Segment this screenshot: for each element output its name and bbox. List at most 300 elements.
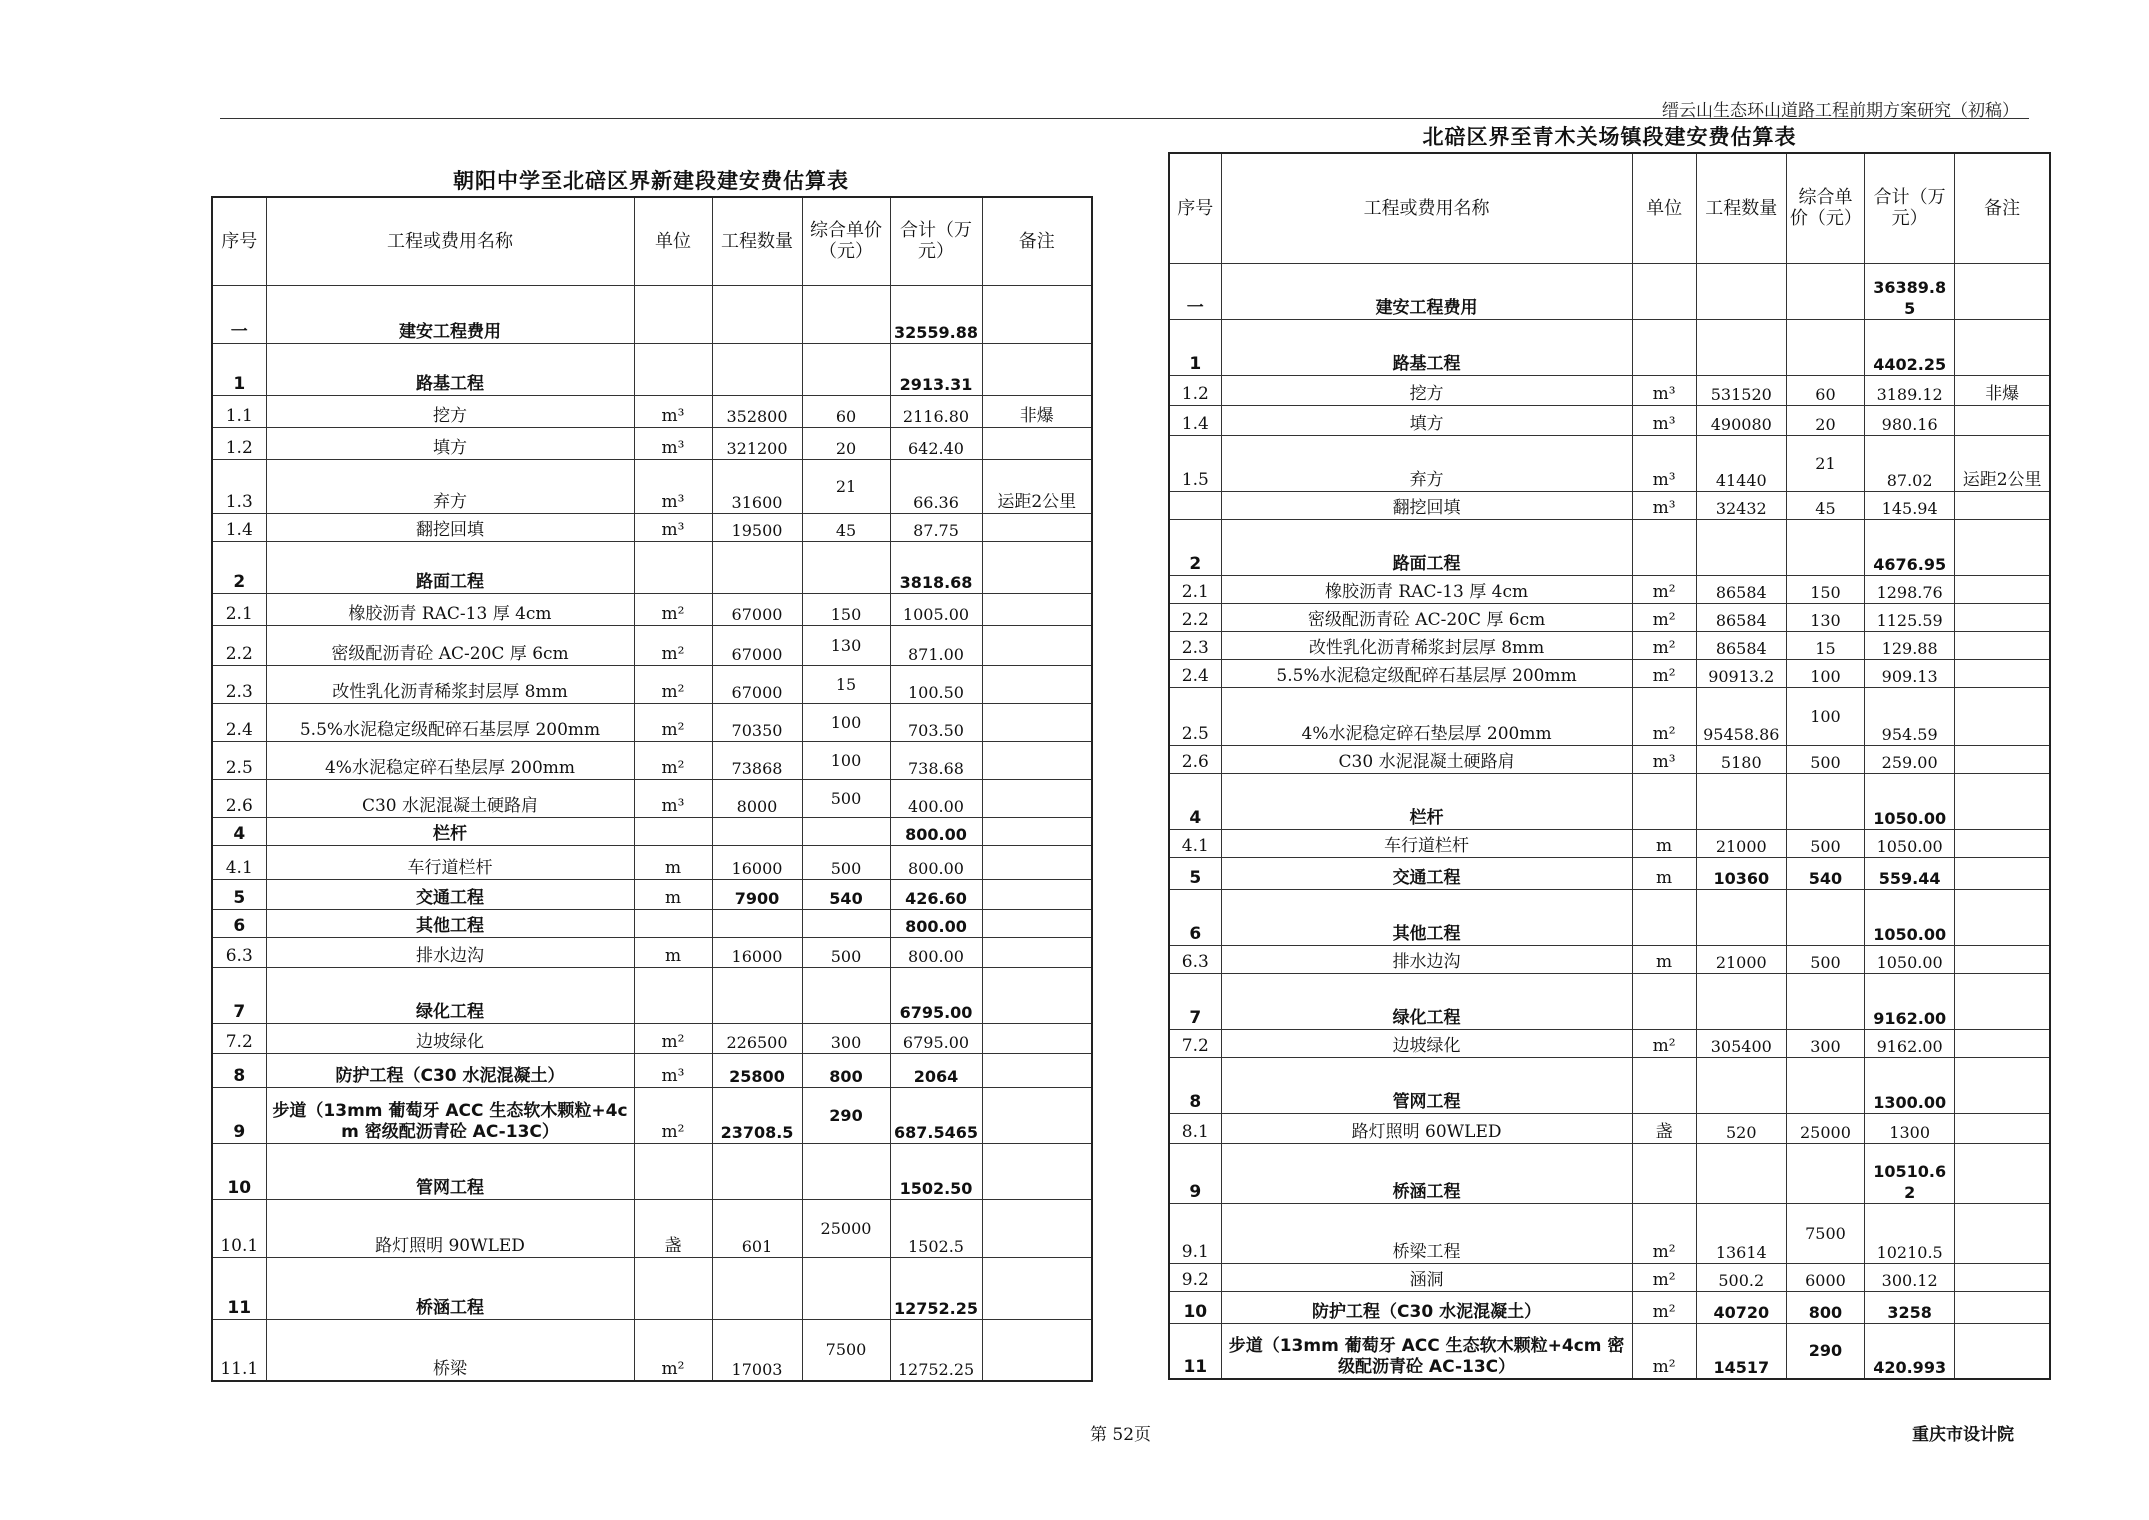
cell-price: 500 [1786, 745, 1864, 773]
header-rule [220, 118, 2029, 119]
cell-name: 橡胶沥青 RAC-13 厚 4cm [1221, 575, 1632, 603]
table-row [212, 845, 1092, 879]
cell-no: 4 [1169, 773, 1221, 829]
page-number: 第 52页 [1090, 1425, 1152, 1445]
cell-price [802, 285, 890, 343]
cell-name: 橡胶沥青 RAC-13 厚 4cm [266, 593, 634, 625]
cell-name: 桥梁工程 [1221, 1203, 1632, 1263]
table-row [212, 703, 1092, 741]
table-row [212, 1087, 1092, 1143]
cell-unit: m² [1632, 1323, 1696, 1379]
cell-unit: m² [1632, 1029, 1696, 1057]
cell-no: 2.2 [212, 625, 266, 665]
document-header-title: 缙云山生态环山道路工程前期方案研究（初稿） [1662, 101, 2019, 121]
cell-qty: 13614 [1696, 1203, 1786, 1263]
cell-unit: m² [1632, 631, 1696, 659]
cell-remark [1955, 1143, 2050, 1203]
cell-total: 800.00 [890, 937, 982, 967]
cell-remark: 运距2公里 [982, 459, 1092, 513]
cell-total: 1300.00 [1865, 1057, 1955, 1113]
table-row [1169, 375, 2050, 405]
cell-remark [1955, 1263, 2050, 1291]
cell-unit [1632, 319, 1696, 375]
table-row [212, 1023, 1092, 1053]
cell-remark [982, 845, 1092, 879]
cell-unit: m³ [634, 395, 712, 427]
cell-name: 改性乳化沥青稀浆封层厚 8mm [266, 665, 634, 703]
cell-name: 5.5%水泥稳定级配碎石基层厚 200mm [266, 703, 634, 741]
table-row [1169, 405, 2050, 435]
cell-total: 3818.68 [890, 541, 982, 593]
cell-total: 1300 [1865, 1113, 1955, 1143]
cell-no: 2 [1169, 519, 1221, 575]
cell-total: 9162.00 [1865, 973, 1955, 1029]
cell-remark [1955, 773, 2050, 829]
cell-remark [1955, 603, 2050, 631]
table-row [1169, 519, 2050, 575]
cell-total: 3189.12 [1865, 375, 1955, 405]
cell-remark [982, 1257, 1092, 1319]
cell-total: 129.88 [1865, 631, 1955, 659]
cell-unit: m³ [1632, 375, 1696, 405]
cell-no: 2.4 [1169, 659, 1221, 687]
cell-qty: 305400 [1696, 1029, 1786, 1057]
cell-price: 100 [802, 703, 890, 741]
cell-price [802, 1257, 890, 1319]
cell-price: 20 [1786, 405, 1864, 435]
cell-name: 路基工程 [1221, 319, 1632, 375]
cell-qty [1696, 319, 1786, 375]
cell-unit: m² [1632, 1203, 1696, 1263]
cell-no: 1.2 [1169, 375, 1221, 405]
header-qty: 工程数量 [712, 197, 802, 285]
cell-qty: 19500 [712, 513, 802, 541]
cell-no: 1 [1169, 319, 1221, 375]
cell-remark [982, 665, 1092, 703]
cell-no: 10 [212, 1143, 266, 1199]
cell-total: 426.60 [890, 879, 982, 909]
cell-total: 12752.25 [890, 1319, 982, 1381]
table-row [1169, 889, 2050, 945]
cell-remark [1955, 745, 2050, 773]
cell-qty [712, 1257, 802, 1319]
cell-price [1786, 1057, 1864, 1113]
cell-remark [1955, 945, 2050, 973]
table-row [212, 1257, 1092, 1319]
cell-remark [1955, 857, 2050, 889]
cell-remark [982, 741, 1092, 779]
cell-remark: 运距2公里 [1955, 435, 2050, 491]
cell-no: 1.3 [212, 459, 266, 513]
cell-name: 路灯照明 90WLED [266, 1199, 634, 1257]
cell-total: 6795.00 [890, 1023, 982, 1053]
table-row [212, 937, 1092, 967]
cell-remark [1955, 1291, 2050, 1323]
cell-remark [982, 1023, 1092, 1053]
cell-name: 改性乳化沥青稀浆封层厚 8mm [1221, 631, 1632, 659]
cell-name: 密级配沥青砼 AC-20C 厚 6cm [266, 625, 634, 665]
cell-price [802, 541, 890, 593]
cell-qty: 531520 [1696, 375, 1786, 405]
cell-price: 21 [1786, 435, 1864, 491]
cell-name: 建安工程费用 [1221, 263, 1632, 319]
cell-remark [1955, 829, 2050, 857]
cell-total: 1125.59 [1865, 603, 1955, 631]
cell-name: 车行道栏杆 [266, 845, 634, 879]
cell-remark [982, 593, 1092, 625]
cell-qty: 490080 [1696, 405, 1786, 435]
cell-unit [1632, 519, 1696, 575]
cell-remark: 非爆 [982, 395, 1092, 427]
cell-unit [1632, 263, 1696, 319]
cell-qty: 5180 [1696, 745, 1786, 773]
cell-no: 8 [212, 1053, 266, 1087]
cell-no: 2.6 [212, 779, 266, 817]
cell-unit: m³ [1632, 435, 1696, 491]
cell-remark [1955, 1113, 2050, 1143]
cell-no: 7.2 [1169, 1029, 1221, 1057]
cell-unit [1632, 973, 1696, 1029]
header-name: 工程或费用名称 [266, 197, 634, 285]
cell-unit: m [1632, 829, 1696, 857]
right-table-header-row [1169, 153, 2050, 263]
cell-qty [712, 817, 802, 845]
cell-total: 1298.76 [1865, 575, 1955, 603]
cell-price: 300 [1786, 1029, 1864, 1057]
cell-total: 87.75 [890, 513, 982, 541]
cell-price [1786, 1143, 1864, 1203]
cell-unit: m [634, 937, 712, 967]
table-row [1169, 1029, 2050, 1057]
cell-name: 栏杆 [266, 817, 634, 845]
cell-total: 687.5465 [890, 1087, 982, 1143]
cell-price: 150 [802, 593, 890, 625]
cell-name: 步道（13mm 葡萄牙 ACC 生态软木颗粒+4cm 密级配沥青砼 AC-13C） [266, 1087, 634, 1143]
cell-remark [982, 1319, 1092, 1381]
table-row [1169, 973, 2050, 1029]
cell-price: 290 [1786, 1323, 1864, 1379]
cell-unit: m² [634, 1319, 712, 1381]
cell-qty: 67000 [712, 665, 802, 703]
cell-unit: m² [1632, 603, 1696, 631]
cell-remark [982, 817, 1092, 845]
cell-qty [712, 343, 802, 395]
table-row [212, 343, 1092, 395]
cell-name: 桥涵工程 [1221, 1143, 1632, 1203]
cell-name: 管网工程 [266, 1143, 634, 1199]
cell-total: 800.00 [890, 845, 982, 879]
cell-no: 6 [212, 909, 266, 937]
cell-name: 其他工程 [1221, 889, 1632, 945]
cell-remark [1955, 575, 2050, 603]
cell-price: 100 [1786, 659, 1864, 687]
cell-price: 60 [1786, 375, 1864, 405]
cell-unit: m [634, 879, 712, 909]
cell-price: 7500 [802, 1319, 890, 1381]
cell-unit [634, 817, 712, 845]
table-row [212, 285, 1092, 343]
cell-name: 步道（13mm 葡萄牙 ACC 生态软木颗粒+4cm 密级配沥青砼 AC-13C） [1221, 1323, 1632, 1379]
cell-total: 1005.00 [890, 593, 982, 625]
header-total: 合计（万元） [890, 197, 982, 285]
cell-unit: m [1632, 857, 1696, 889]
cell-remark [1955, 1057, 2050, 1113]
cell-name: 4%水泥稳定碎石垫层厚 200mm [266, 741, 634, 779]
cell-name: 路基工程 [266, 343, 634, 395]
header-remark: 备注 [982, 197, 1092, 285]
organization-name: 重庆市设计院 [1912, 1425, 2014, 1445]
cell-unit [634, 1257, 712, 1319]
cell-name: C30 水泥混凝土硬路肩 [266, 779, 634, 817]
cell-unit [634, 967, 712, 1023]
cell-name: 车行道栏杆 [1221, 829, 1632, 857]
cell-no: 2.4 [212, 703, 266, 741]
table-row [212, 593, 1092, 625]
cell-name: 桥涵工程 [266, 1257, 634, 1319]
cell-price: 100 [802, 741, 890, 779]
cell-price: 500 [802, 779, 890, 817]
cell-remark [982, 967, 1092, 1023]
cell-remark [1955, 1203, 2050, 1263]
cell-total: 300.12 [1865, 1263, 1955, 1291]
cell-total: 703.50 [890, 703, 982, 741]
header-unit: 单位 [634, 197, 712, 285]
cell-remark [982, 779, 1092, 817]
table-row [212, 427, 1092, 459]
cell-remark [1955, 491, 2050, 519]
cell-price [802, 1143, 890, 1199]
cell-unit: m [634, 845, 712, 879]
header-remark: 备注 [1955, 153, 2050, 263]
table-row [1169, 575, 2050, 603]
cell-total: 800.00 [890, 817, 982, 845]
left-table-header-row [212, 197, 1092, 285]
cell-price: 500 [802, 937, 890, 967]
cell-qty: 500.2 [1696, 1263, 1786, 1291]
cell-no: 4 [212, 817, 266, 845]
cell-qty: 70350 [712, 703, 802, 741]
cell-remark [1955, 659, 2050, 687]
cell-price: 60 [802, 395, 890, 427]
right-table-body [1169, 263, 2050, 1379]
cell-qty: 95458.86 [1696, 687, 1786, 745]
table-row [212, 541, 1092, 593]
cell-name: 弃方 [1221, 435, 1632, 491]
cell-price: 540 [802, 879, 890, 909]
header-price: 综合单价（元） [802, 197, 890, 285]
table-row [1169, 319, 2050, 375]
cell-unit: m² [634, 625, 712, 665]
cell-price: 20 [802, 427, 890, 459]
left-table-body [212, 285, 1092, 1381]
cell-remark [982, 1053, 1092, 1087]
cell-total: 2913.31 [890, 343, 982, 395]
cell-qty: 25800 [712, 1053, 802, 1087]
cell-unit: m² [634, 1087, 712, 1143]
cell-qty: 86584 [1696, 603, 1786, 631]
cell-total: 1050.00 [1865, 829, 1955, 857]
cell-name: 路面工程 [266, 541, 634, 593]
cell-price: 100 [1786, 687, 1864, 745]
cell-qty: 16000 [712, 937, 802, 967]
cell-remark [1955, 631, 2050, 659]
cell-price: 130 [802, 625, 890, 665]
cell-name: C30 水泥混凝土硬路肩 [1221, 745, 1632, 773]
cell-qty [712, 1143, 802, 1199]
cell-no: 1.2 [212, 427, 266, 459]
cell-unit: m [1632, 945, 1696, 973]
left-estimate-table-section [211, 166, 1091, 1382]
cell-qty: 16000 [712, 845, 802, 879]
cell-total: 145.94 [1865, 491, 1955, 519]
cell-price: 15 [1786, 631, 1864, 659]
table-row [1169, 435, 2050, 491]
cell-qty: 7900 [712, 879, 802, 909]
cell-total: 2064 [890, 1053, 982, 1087]
cell-no: 9.2 [1169, 1263, 1221, 1291]
header-qty: 工程数量 [1696, 153, 1786, 263]
table-row [212, 1199, 1092, 1257]
cell-unit: m² [1632, 687, 1696, 745]
table-row [1169, 687, 2050, 745]
cell-unit [1632, 773, 1696, 829]
header-price: 综合单价（元） [1786, 153, 1864, 263]
cell-no: 一 [1169, 263, 1221, 319]
cell-price: 800 [802, 1053, 890, 1087]
cell-qty [1696, 1057, 1786, 1113]
cell-qty: 67000 [712, 625, 802, 665]
cell-no: 5 [212, 879, 266, 909]
cell-no: 11 [1169, 1323, 1221, 1379]
cell-price: 7500 [1786, 1203, 1864, 1263]
cell-total: 800.00 [890, 909, 982, 937]
table-row [212, 625, 1092, 665]
table-row [1169, 631, 2050, 659]
cell-no [1169, 491, 1221, 519]
table-row [212, 779, 1092, 817]
header-no: 序号 [212, 197, 266, 285]
cell-qty [1696, 519, 1786, 575]
cell-no: 8 [1169, 1057, 1221, 1113]
cell-price [1786, 773, 1864, 829]
cell-qty: 32432 [1696, 491, 1786, 519]
cell-unit: 盏 [1632, 1113, 1696, 1143]
table-row [1169, 857, 2050, 889]
cell-no: 7 [1169, 973, 1221, 1029]
cell-name: 排水边沟 [266, 937, 634, 967]
cell-remark [982, 937, 1092, 967]
cell-unit: m² [1632, 659, 1696, 687]
cell-price [802, 817, 890, 845]
cell-qty [1696, 889, 1786, 945]
cell-no: 2.3 [212, 665, 266, 703]
cell-name: 管网工程 [1221, 1057, 1632, 1113]
right-estimate-table [1168, 152, 2051, 1380]
cell-no: 2 [212, 541, 266, 593]
cell-total: 559.44 [1865, 857, 1955, 889]
cell-price: 130 [1786, 603, 1864, 631]
cell-price: 21 [802, 459, 890, 513]
cell-unit: m² [1632, 1263, 1696, 1291]
cell-no: 6.3 [1169, 945, 1221, 973]
cell-total: 10510.62 [1865, 1143, 1955, 1203]
table-row [1169, 1143, 2050, 1203]
cell-remark [982, 879, 1092, 909]
cell-unit: m³ [1632, 745, 1696, 773]
cell-no: 6.3 [212, 937, 266, 967]
table-row [212, 967, 1092, 1023]
cell-price [1786, 889, 1864, 945]
cell-no: 一 [212, 285, 266, 343]
cell-qty [1696, 973, 1786, 1029]
table-row [1169, 263, 2050, 319]
cell-price [1786, 519, 1864, 575]
cell-name: 4%水泥稳定碎石垫层厚 200mm [1221, 687, 1632, 745]
cell-no: 9 [1169, 1143, 1221, 1203]
cell-price: 45 [1786, 491, 1864, 519]
cell-name: 翻挖回填 [266, 513, 634, 541]
cell-remark: 非爆 [1955, 375, 2050, 405]
cell-price: 300 [802, 1023, 890, 1053]
cell-qty: 226500 [712, 1023, 802, 1053]
cell-qty: 40720 [1696, 1291, 1786, 1323]
table-row [1169, 659, 2050, 687]
cell-total: 66.36 [890, 459, 982, 513]
table-row [1169, 1057, 2050, 1113]
cell-no: 6 [1169, 889, 1221, 945]
cell-total: 100.50 [890, 665, 982, 703]
cell-total: 12752.25 [890, 1257, 982, 1319]
cell-unit: m³ [634, 513, 712, 541]
cell-remark [1955, 973, 2050, 1029]
cell-qty: 86584 [1696, 575, 1786, 603]
cell-qty [712, 967, 802, 1023]
cell-unit: m³ [634, 459, 712, 513]
cell-price: 500 [1786, 829, 1864, 857]
table-row [212, 395, 1092, 427]
cell-no: 10.1 [212, 1199, 266, 1257]
cell-name: 挖方 [266, 395, 634, 427]
cell-remark [982, 703, 1092, 741]
table-row [212, 879, 1092, 909]
cell-remark [1955, 1029, 2050, 1057]
cell-price: 290 [802, 1087, 890, 1143]
cell-no: 7.2 [212, 1023, 266, 1053]
table-row [212, 909, 1092, 937]
cell-no: 2.2 [1169, 603, 1221, 631]
cell-unit: m³ [634, 427, 712, 459]
cell-total: 420.993 [1865, 1323, 1955, 1379]
cell-remark [982, 513, 1092, 541]
cell-qty: 8000 [712, 779, 802, 817]
cell-no: 11.1 [212, 1319, 266, 1381]
cell-name: 翻挖回填 [1221, 491, 1632, 519]
cell-remark [1955, 889, 2050, 945]
cell-qty: 520 [1696, 1113, 1786, 1143]
cell-total: 36389.85 [1865, 263, 1955, 319]
table-row [212, 1053, 1092, 1087]
cell-remark [1955, 319, 2050, 375]
cell-unit [1632, 1057, 1696, 1113]
header-unit: 单位 [1632, 153, 1696, 263]
cell-price: 540 [1786, 857, 1864, 889]
table-row [1169, 1113, 2050, 1143]
cell-total: 642.40 [890, 427, 982, 459]
cell-qty [1696, 263, 1786, 319]
cell-no: 4.1 [212, 845, 266, 879]
cell-no: 2.5 [1169, 687, 1221, 745]
cell-name: 排水边沟 [1221, 945, 1632, 973]
